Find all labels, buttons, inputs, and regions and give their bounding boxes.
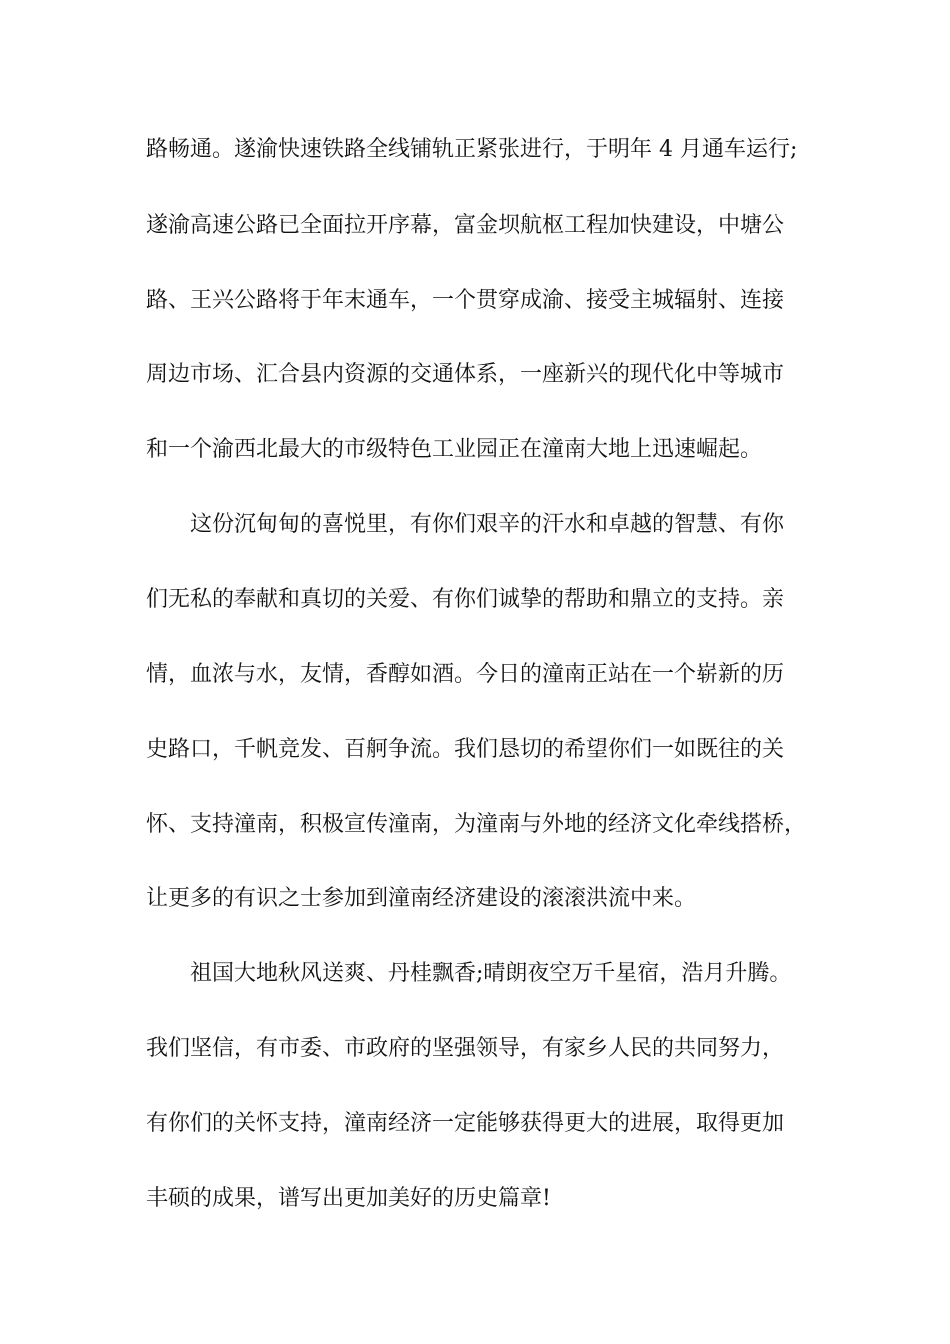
paragraph-start-line: 祖国大地秋风送爽、丹桂飘香;晴朗夜空万千星宿，浩月升腾。 bbox=[190, 961, 792, 986]
text-line: 情，血浓与水，友情，香醇如酒。今日的潼南正站在一个崭新的历 bbox=[146, 662, 785, 687]
text-line: 让更多的有识之士参加到潼南经济建设的滚滚洪流中来。 bbox=[146, 886, 697, 911]
text-line: 丰硕的成果，谱写出更加美好的历史篇章! bbox=[146, 1186, 551, 1211]
text-line: 怀、支持潼南，积极宣传潼南，为潼南与外地的经济文化牵线搭桥， bbox=[146, 812, 807, 837]
text-line: 们无私的奉献和真切的关爱、有你们诚挚的帮助和鼎立的支持。亲 bbox=[146, 587, 785, 612]
paragraph-start-line: 这份沉甸甸的喜悦里，有你们艰辛的汗水和卓越的智慧、有你 bbox=[190, 512, 785, 537]
text-line: 路畅通。遂渝快速铁路全线铺轨正紧张进行，于明年 4 月通车运行; bbox=[146, 137, 798, 162]
text-line: 我们坚信，有市委、市政府的坚强领导，有家乡人民的共同努力， bbox=[146, 1036, 785, 1061]
text-line: 遂渝高速公路已全面拉开序幕，富金坝航枢工程加快建设，中塘公 bbox=[146, 213, 785, 238]
text-line: 路、王兴公路将于年末通车，一个贯穿成渝、接受主城辐射、连接 bbox=[146, 288, 785, 313]
text-line: 史路口，千帆竞发、百舸争流。我们恳切的希望你们一如既往的关 bbox=[146, 737, 785, 762]
text-line: 有你们的关怀支持，潼南经济一定能够获得更大的进展，取得更加 bbox=[146, 1111, 785, 1136]
text-line: 和一个渝西北最大的市级特色工业园正在潼南大地上迅速崛起。 bbox=[146, 437, 763, 462]
text-line: 周边市场、汇合县内资源的交通体系，一座新兴的现代化中等城市 bbox=[146, 362, 785, 387]
